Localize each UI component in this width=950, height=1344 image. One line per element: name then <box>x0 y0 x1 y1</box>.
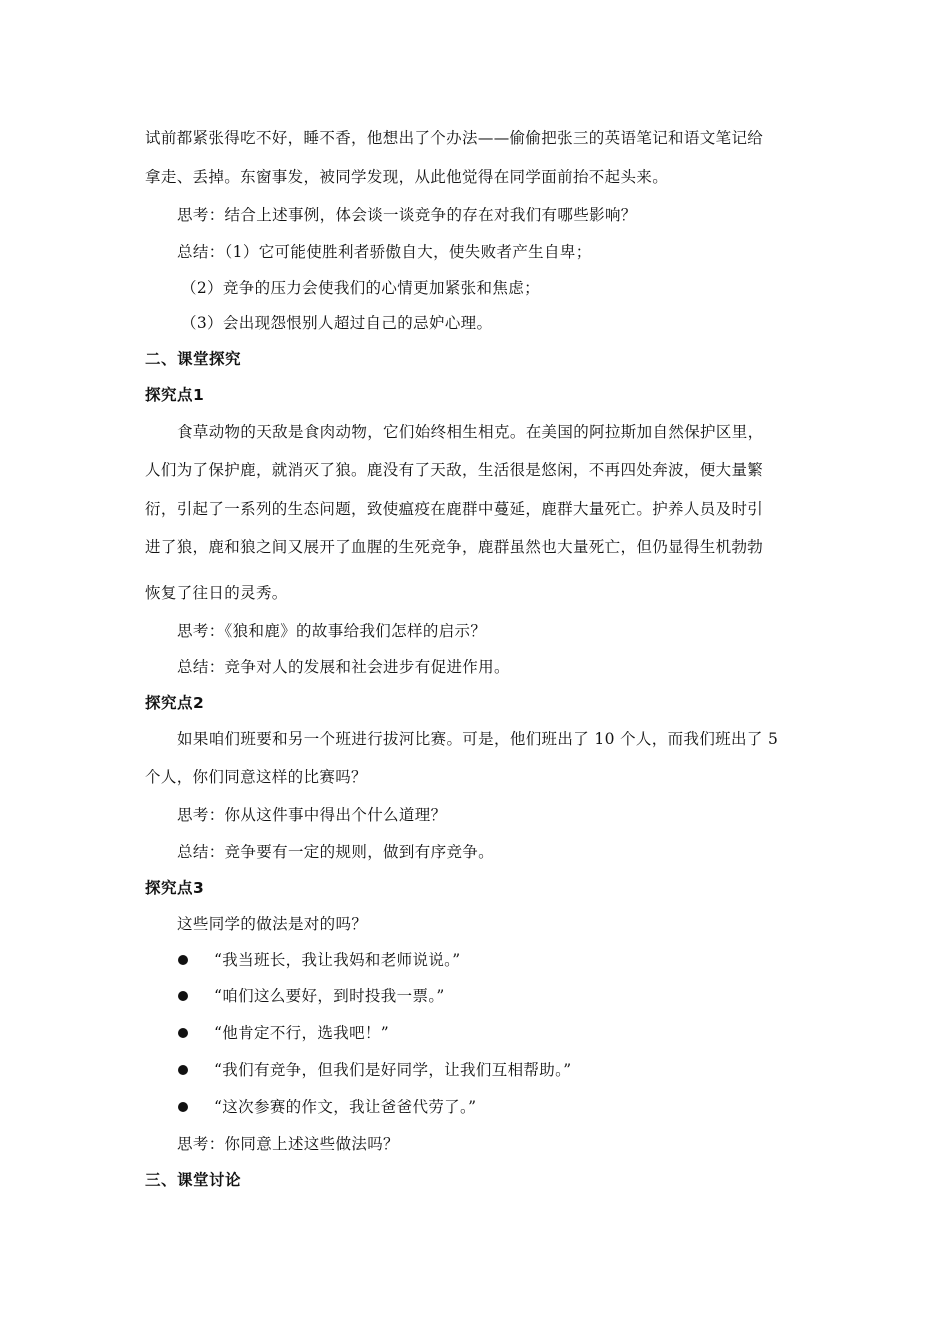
list-item <box>178 1023 818 1043</box>
list-item-text: “咱们这么要好，到时投我一票。” <box>214 987 445 1005</box>
think-question: 思考：你从这件事中得出个什么道理？ <box>177 806 447 824</box>
summary-line: 总结：（1）它可能使胜利者骄傲自大，使失败者产生自卑； <box>177 243 592 261</box>
think-question: 思考：《狼和鹿》的故事给我们怎样的启示？ <box>177 622 487 640</box>
intro-paragraph-line: 试前都紧张得吃不好，睡不香，他想出了个办法——偷偷把张三的英语笔记和语文笔记给 <box>145 129 764 147</box>
paragraph-line: 食草动物的天敌是食肉动物，它们始终相生相克。在美国的阿拉斯加自然保护区里， <box>177 423 764 441</box>
paragraph-line: 如果咱们班要和另一个班进行拔河比赛。可是，他们班出了 10 个人，而我们班出了 5 <box>177 730 779 748</box>
subsection-heading: 探究点1 <box>145 386 205 404</box>
summary-line: 总结：竞争对人的发展和社会进步有促进作用。 <box>177 658 510 676</box>
section-heading: 二、课堂探究 <box>145 350 242 368</box>
list-item <box>178 1097 818 1117</box>
bullet-icon <box>178 991 188 1001</box>
list-item-text: “我们有竞争，但我们是好同学，让我们互相帮助。” <box>214 1061 572 1079</box>
paragraph-line: 人们为了保护鹿，就消灭了狼。鹿没有了天敌，生活很是悠闲，不再四处奔波，便大量繁 <box>145 461 764 479</box>
bullet-icon <box>178 1065 188 1075</box>
paragraph-line: 衍，引起了一系列的生态问题，致使瘟疫在鹿群中蔓延，鹿群大量死亡。护养人员及时引 <box>145 500 764 518</box>
section-heading: 三、课堂讨论 <box>145 1171 242 1189</box>
bullet-icon <box>178 1102 188 1112</box>
list-item-text: “这次参赛的作文，我让爸爸代劳了。” <box>214 1098 477 1116</box>
bullet-icon <box>178 1028 188 1038</box>
paragraph-line: 恢复了往日的灵秀。 <box>145 584 288 602</box>
paragraph-line: 个人，你们同意这样的比赛吗？ <box>145 768 367 786</box>
subsection-heading: 探究点2 <box>145 694 205 712</box>
intro-paragraph-line: 拿走、丢掉。东窗事发，被同学发现，从此他觉得在同学面前抬不起头来。 <box>145 168 669 186</box>
question-line: 这些同学的做法是对的吗？ <box>177 915 368 933</box>
bullet-icon <box>178 955 188 965</box>
summary-line: 总结：竞争要有一定的规则，做到有序竞争。 <box>177 843 495 861</box>
summary-line: （3）会出现怨恨别人超过自己的忌妒心理。 <box>181 314 493 332</box>
list-item-text: “我当班长，我让我妈和老师说说。” <box>214 951 461 969</box>
paragraph-line: 进了狼，鹿和狼之间又展开了血腥的生死竞争，鹿群虽然也大量死亡，但仍显得生机勃勃 <box>145 538 764 556</box>
list-item-text: “他肯定不行，选我吧！” <box>214 1024 390 1042</box>
list-item <box>178 986 818 1006</box>
think-question: 思考：你同意上述这些做法吗？ <box>177 1135 399 1153</box>
list-item <box>178 950 818 970</box>
summary-line: （2）竞争的压力会使我们的心情更加紧张和焦虑； <box>181 279 540 297</box>
subsection-heading: 探究点3 <box>145 879 205 897</box>
think-question: 思考：结合上述事例，体会谈一谈竞争的存在对我们有哪些影响？ <box>177 206 637 224</box>
list-item <box>178 1060 818 1080</box>
